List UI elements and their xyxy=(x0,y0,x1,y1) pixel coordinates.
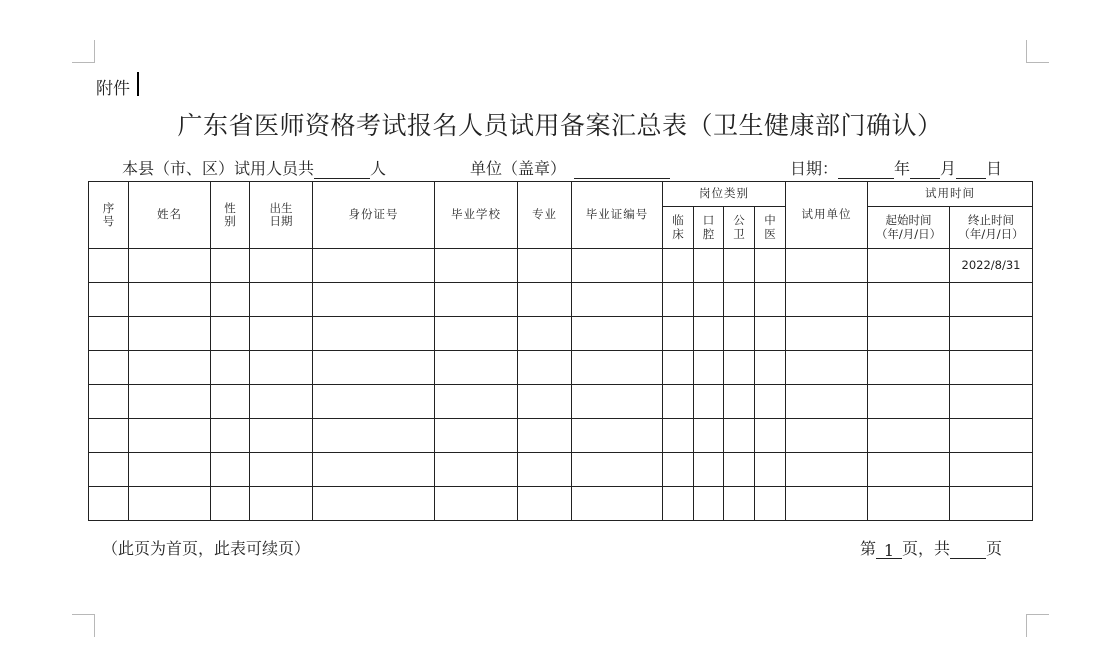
table-cell[interactable] xyxy=(786,419,868,453)
header-major: 专业 xyxy=(518,182,572,249)
table-cell[interactable] xyxy=(724,487,755,521)
table-cell[interactable] xyxy=(129,351,211,385)
table-cell[interactable] xyxy=(518,351,572,385)
table-cell[interactable] xyxy=(572,317,663,351)
table-cell[interactable] xyxy=(950,419,1033,453)
table-cell[interactable] xyxy=(786,487,868,521)
table-cell[interactable] xyxy=(663,419,694,453)
unit-label: 单位（盖章） xyxy=(470,159,567,178)
table-cell[interactable] xyxy=(755,419,786,453)
month-label: 月 xyxy=(940,159,957,178)
table-cell[interactable] xyxy=(435,317,518,351)
text-cursor xyxy=(137,72,139,96)
table-cell[interactable] xyxy=(211,249,250,283)
table-cell[interactable] xyxy=(250,317,313,351)
table-cell[interactable] xyxy=(129,317,211,351)
page-corner-mark xyxy=(1026,614,1049,637)
table-cell[interactable] xyxy=(868,419,950,453)
table-cell[interactable] xyxy=(572,385,663,419)
table-cell[interactable] xyxy=(313,453,435,487)
table-cell[interactable] xyxy=(694,453,724,487)
table-cell[interactable] xyxy=(950,453,1033,487)
table-cell[interactable] xyxy=(129,487,211,521)
table-cell[interactable] xyxy=(572,351,663,385)
table-cell[interactable] xyxy=(250,487,313,521)
table-row xyxy=(89,419,1033,453)
header-gender: 性别 xyxy=(211,182,250,249)
table-cell[interactable] xyxy=(694,249,724,283)
table-cell[interactable] xyxy=(786,453,868,487)
table-cell[interactable] xyxy=(518,283,572,317)
table-cell[interactable] xyxy=(572,419,663,453)
day-blank[interactable] xyxy=(956,161,986,179)
year-blank[interactable] xyxy=(838,161,894,179)
header-start-time: 起始时间 （年/月/日） xyxy=(868,207,950,249)
total-pages-blank[interactable] xyxy=(950,541,986,559)
table-cell[interactable] xyxy=(211,317,250,351)
table-cell[interactable] xyxy=(755,487,786,521)
table-cell[interactable] xyxy=(663,249,694,283)
table-cell[interactable] xyxy=(868,385,950,419)
header-trial-time: 试用时间 xyxy=(868,182,1033,207)
table-cell[interactable] xyxy=(129,385,211,419)
table-cell[interactable] xyxy=(313,487,435,521)
table-cell[interactable] xyxy=(89,249,129,283)
table-cell[interactable] xyxy=(211,385,250,419)
table-cell[interactable] xyxy=(724,283,755,317)
header-serial: 序号 xyxy=(89,182,129,249)
table-cell[interactable] xyxy=(89,283,129,317)
table-cell[interactable] xyxy=(868,351,950,385)
table-cell[interactable] xyxy=(518,317,572,351)
table-cell[interactable] xyxy=(786,351,868,385)
table-cell[interactable] xyxy=(518,385,572,419)
header-certificate-number: 毕业证编号 xyxy=(572,182,663,249)
table-cell[interactable] xyxy=(755,249,786,283)
header-position-category: 岗位类别 xyxy=(663,182,786,207)
summary-table xyxy=(88,181,1033,521)
table-cell[interactable] xyxy=(435,453,518,487)
table-cell[interactable] xyxy=(694,317,724,351)
table-cell[interactable] xyxy=(250,385,313,419)
table-cell[interactable] xyxy=(250,283,313,317)
page-prefix: 第 xyxy=(860,539,877,558)
table-row xyxy=(89,453,1033,487)
table-cell[interactable] xyxy=(755,317,786,351)
table-cell[interactable] xyxy=(694,351,724,385)
table-cell[interactable] xyxy=(313,351,435,385)
table-cell[interactable] xyxy=(663,385,694,419)
table-cell[interactable] xyxy=(724,453,755,487)
table-cell[interactable] xyxy=(950,487,1033,521)
table-cell[interactable] xyxy=(724,419,755,453)
date-line xyxy=(790,156,1002,179)
table-cell[interactable] xyxy=(211,351,250,385)
table-cell[interactable] xyxy=(435,487,518,521)
table-cell[interactable] xyxy=(89,453,129,487)
table-cell[interactable] xyxy=(868,317,950,351)
header-tcm: 中医 xyxy=(755,207,786,249)
page-number[interactable]: 1 xyxy=(876,541,902,559)
table-cell[interactable] xyxy=(663,351,694,385)
table-cell[interactable] xyxy=(950,317,1033,351)
table-cell[interactable] xyxy=(250,249,313,283)
table-cell[interactable] xyxy=(518,453,572,487)
table-cell[interactable] xyxy=(694,419,724,453)
page-corner-mark xyxy=(1026,40,1049,63)
table-cell[interactable] xyxy=(250,419,313,453)
table-cell[interactable] xyxy=(755,385,786,419)
count-blank[interactable] xyxy=(314,161,370,179)
table-cell[interactable] xyxy=(724,351,755,385)
unit-stamp-line xyxy=(470,156,670,179)
table-cell[interactable] xyxy=(868,453,950,487)
table-cell[interactable] xyxy=(950,385,1033,419)
table-cell[interactable] xyxy=(724,385,755,419)
page-counter xyxy=(860,536,1002,559)
month-blank[interactable] xyxy=(910,161,940,179)
header-clinical: 临床 xyxy=(663,207,694,249)
table-cell[interactable] xyxy=(313,419,435,453)
table-cell[interactable] xyxy=(950,283,1033,317)
table-cell[interactable] xyxy=(313,317,435,351)
table-cell[interactable] xyxy=(572,487,663,521)
table-cell[interactable] xyxy=(694,283,724,317)
table-cell[interactable] xyxy=(89,317,129,351)
table-row xyxy=(89,283,1033,317)
table-cell[interactable] xyxy=(755,351,786,385)
table-cell[interactable] xyxy=(694,385,724,419)
table-cell[interactable] xyxy=(211,283,250,317)
table-cell[interactable] xyxy=(313,283,435,317)
table-cell[interactable] xyxy=(755,453,786,487)
table-cell[interactable] xyxy=(868,283,950,317)
date-label: 日期： xyxy=(790,159,839,178)
year-label: 年 xyxy=(894,159,911,178)
end-date-cell[interactable]: 2022/8/31 xyxy=(950,249,1033,283)
table-cell[interactable] xyxy=(663,453,694,487)
header-birth-date: 出生日期 xyxy=(250,182,313,249)
table-cell[interactable] xyxy=(435,249,518,283)
table-cell[interactable] xyxy=(89,487,129,521)
table-cell[interactable] xyxy=(89,385,129,419)
table-row xyxy=(89,487,1033,521)
table-cell[interactable] xyxy=(250,351,313,385)
table-cell[interactable] xyxy=(518,487,572,521)
table-cell[interactable] xyxy=(211,487,250,521)
table-cell[interactable] xyxy=(786,317,868,351)
table-cell[interactable] xyxy=(786,385,868,419)
table-cell[interactable] xyxy=(129,249,211,283)
page-corner-mark xyxy=(72,614,95,637)
table-cell[interactable] xyxy=(572,283,663,317)
table-cell[interactable] xyxy=(89,351,129,385)
table-cell[interactable] xyxy=(211,419,250,453)
table-cell[interactable] xyxy=(694,487,724,521)
table-cell[interactable] xyxy=(755,283,786,317)
table-cell[interactable] xyxy=(663,283,694,317)
table-row xyxy=(89,351,1033,385)
table-cell[interactable] xyxy=(129,283,211,317)
table-cell[interactable] xyxy=(518,419,572,453)
attachment-label: 附件 xyxy=(96,79,130,99)
unit-blank[interactable] xyxy=(574,161,670,179)
table-cell[interactable] xyxy=(89,419,129,453)
county-prefix: 本县（市、区）试用人员共 xyxy=(122,159,315,178)
header-id-number: 身份证号 xyxy=(313,182,435,249)
table-cell[interactable] xyxy=(868,487,950,521)
header-public-health: 公卫 xyxy=(724,207,755,249)
table-row xyxy=(89,385,1033,419)
table-cell[interactable] xyxy=(572,453,663,487)
table-cell[interactable] xyxy=(435,283,518,317)
table-cell[interactable] xyxy=(572,249,663,283)
table-cell[interactable] xyxy=(313,249,435,283)
count-unit: 人 xyxy=(370,159,387,178)
header-name: 姓名 xyxy=(129,182,211,249)
table-cell[interactable] xyxy=(250,453,313,487)
table-cell[interactable] xyxy=(129,419,211,453)
trial-count-line xyxy=(122,156,386,179)
header-trial-unit: 试用单位 xyxy=(786,182,868,249)
header-dental: 口腔 xyxy=(694,207,724,249)
table-cell[interactable] xyxy=(724,249,755,283)
table-cell[interactable] xyxy=(435,351,518,385)
continuation-note: （此页为首页，此表可续页） xyxy=(102,539,311,558)
page-mid: 页，共 xyxy=(902,539,951,558)
page-corner-mark xyxy=(72,40,95,63)
table-cell[interactable] xyxy=(786,283,868,317)
table-row xyxy=(89,249,1033,283)
table-cell[interactable] xyxy=(786,249,868,283)
table-cell[interactable] xyxy=(663,317,694,351)
table-row xyxy=(89,317,1033,351)
table-cell[interactable] xyxy=(129,453,211,487)
table-cell[interactable] xyxy=(868,249,950,283)
table-cell[interactable] xyxy=(724,317,755,351)
document-title: 广东省医师资格考试报名人员试用备案汇总表（卫生健康部门确认） xyxy=(177,111,943,140)
table-cell[interactable] xyxy=(435,385,518,419)
page-suffix: 页 xyxy=(986,539,1003,558)
header-school: 毕业学校 xyxy=(435,182,518,249)
table-cell[interactable] xyxy=(313,385,435,419)
header-end-time: 终止时间 （年/月/日） xyxy=(950,207,1033,249)
table-cell[interactable] xyxy=(518,249,572,283)
table-cell[interactable] xyxy=(435,419,518,453)
table-cell[interactable] xyxy=(211,453,250,487)
day-label: 日 xyxy=(986,159,1003,178)
table-cell[interactable] xyxy=(663,487,694,521)
table-cell[interactable] xyxy=(950,351,1033,385)
